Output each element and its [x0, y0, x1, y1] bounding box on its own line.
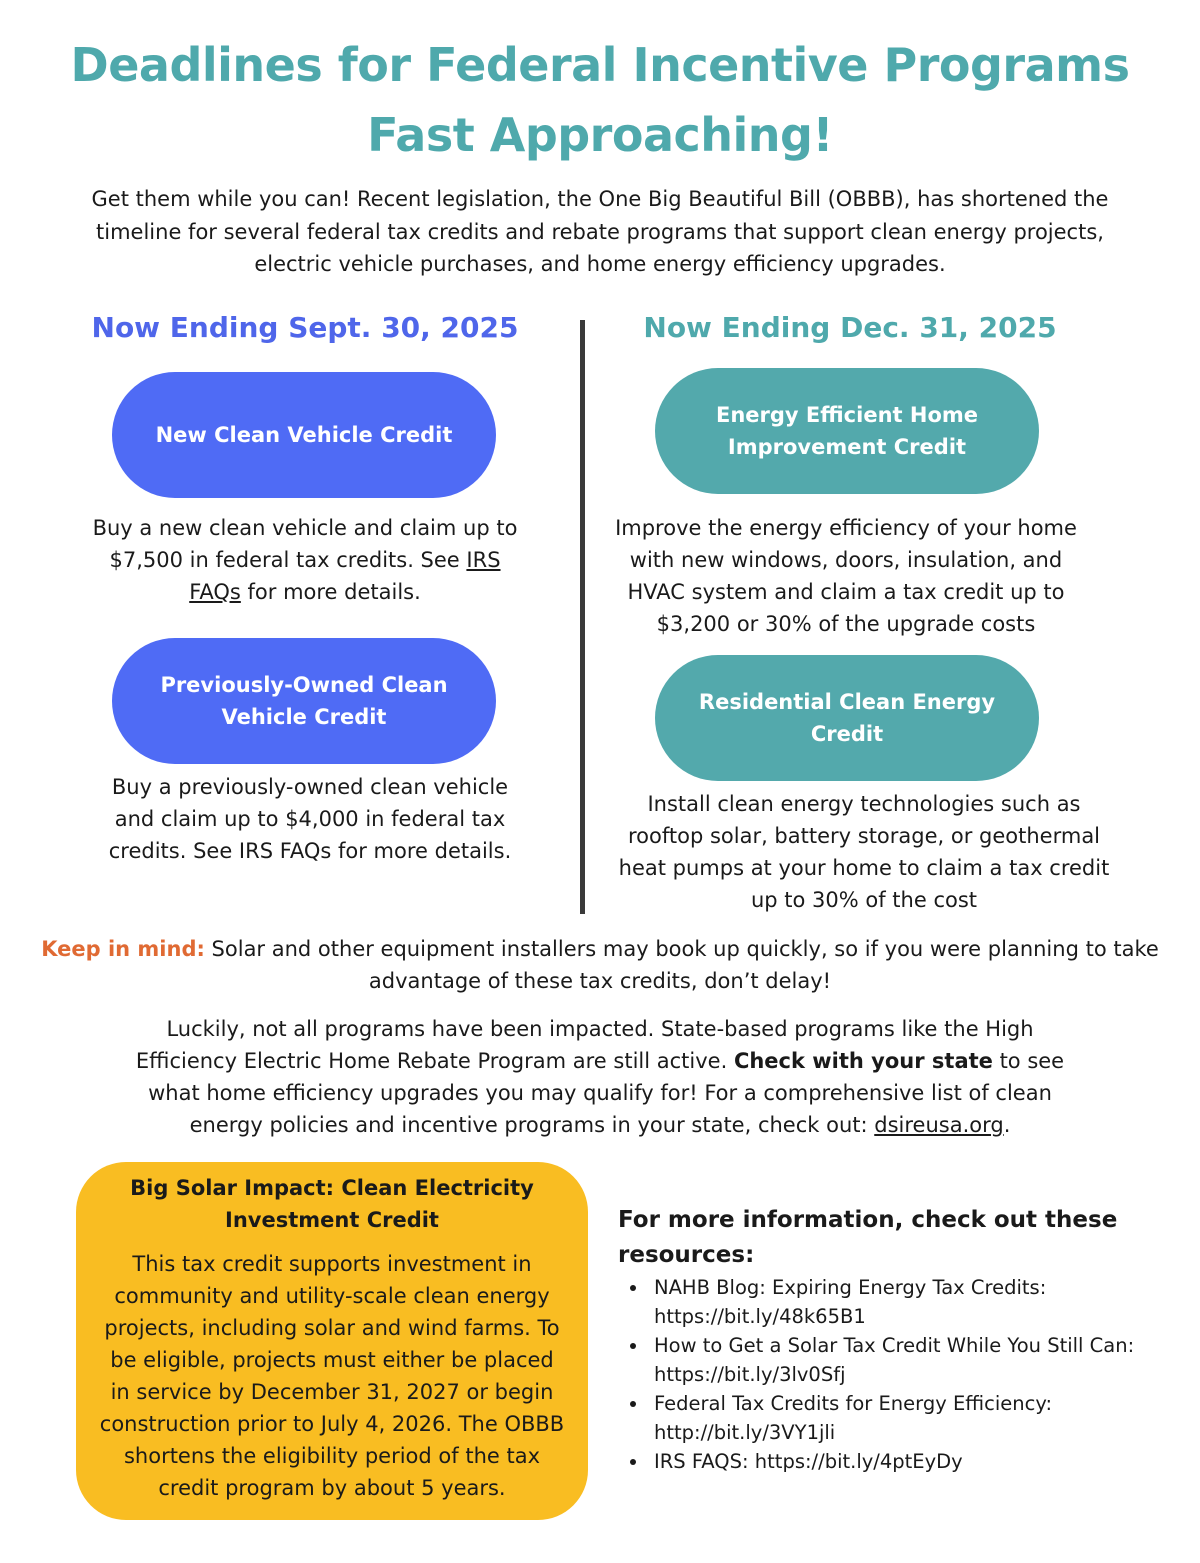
pill-label-line2: Vehicle Credit [221, 705, 387, 729]
residential-clean-energy-credit-pill [655, 655, 1039, 781]
resource-text: How to Get a Solar Tax Credit While You Still Can: https://bit.ly/3lv0Sfj [654, 1334, 1135, 1386]
state-programs-text: Luckily, not all programs have been impacted. State-based programs like the High Efficiency Electric Home Rebate Program are still active. [135, 1017, 1034, 1073]
bullet-icon [630, 1343, 636, 1349]
state-programs-text-2: to see what home efficiency upgrades you may qualify for! For a comprehensive list of clean energy policies and incentive programs in your state, check out: [148, 1049, 1065, 1137]
period: . [1003, 1113, 1011, 1137]
new-clean-vehicle-credit-pill [112, 372, 496, 498]
residential-clean-energy-credit-desc: Install clean energy technologies such as rooftop solar, battery storage, or geothermal heat pumps at your home to claim a tax credit up to 30% of the cost [618, 792, 1110, 912]
resource-text: IRS FAQS: https://bit.ly/4ptEyDy [654, 1450, 963, 1473]
page-title [0, 30, 1200, 170]
left-column-heading: Now Ending Sept. 30, 2025 [91, 311, 519, 344]
list-item[interactable] [618, 1447, 1138, 1476]
previously-owned-clean-vehicle-credit-pill [112, 638, 496, 764]
new-clean-vehicle-credit-desc [90, 512, 520, 608]
solar-box-title [98, 1172, 566, 1236]
list-item[interactable] [618, 1389, 1138, 1447]
resource-text: NAHB Blog: Expiring Energy Tax Credits: https://bit.ly/48k65B1 [654, 1276, 1047, 1328]
pill-label-line2: Improvement Credit [727, 435, 967, 459]
check-with-state-text: Check with your state [733, 1049, 993, 1073]
keep-in-mind-note [40, 933, 1160, 997]
pill-label-line1: Previously-Owned Clean [160, 673, 448, 697]
state-programs-paragraph [120, 1013, 1080, 1141]
right-column-heading: Now Ending Dec. 31, 2025 [643, 311, 1057, 344]
desc-text-end: for more details. [240, 580, 421, 604]
resource-text: Federal Tax Credits for Energy Efficiency: http://bit.ly/3VY1jli [654, 1392, 1053, 1444]
solar-box-title-line2: Investment Credit [225, 1208, 439, 1232]
pill-label: New Clean Vehicle Credit [155, 423, 453, 447]
irs-faqs-link[interactable]: IRS FAQs [189, 548, 501, 604]
keep-in-mind-text: Solar and other equipment installers may book up quickly, so if you were planning to take advantage of these tax credits, don’t delay! [204, 937, 1159, 993]
bullet-icon [630, 1285, 636, 1291]
keep-in-mind-label: Keep in mind: [41, 937, 205, 961]
resources-list [618, 1273, 1138, 1476]
previously-owned-clean-vehicle-credit-desc: Buy a previously-owned clean vehicle and claim up to $4,000 in federal tax credits. See IRS FAQs for more details. [108, 775, 512, 863]
bullet-icon [630, 1459, 636, 1465]
energy-efficient-home-improvement-credit-pill [655, 368, 1039, 494]
page-title-line2: Fast Approaching! [367, 108, 833, 162]
bullet-icon [630, 1401, 636, 1407]
solar-box-body: This tax credit supports investment in community and utility-scale clean energy projects, including solar and wind farms. To be eligible, projects must either be placed in service by December 31, 2027 or begin construction prior to July 4, 2026. The OBBB shortens the eligibility period of the tax credit program by about 5 years. [99, 1252, 565, 1500]
energy-efficient-home-improvement-credit-desc: Improve the energy efficiency of your home with new windows, doors, insulation, and HVAC system and claim a tax credit up to $3,200 or 30% of the upgrade costs [615, 516, 1077, 636]
list-item[interactable] [618, 1273, 1138, 1331]
resources-heading: For more information, check out these resources: [618, 1207, 1118, 1268]
page-title-line1: Deadlines for Federal Incentive Programs [70, 38, 1130, 92]
column-divider [580, 320, 585, 914]
desc-text: Buy a new clean vehicle and claim up to $7,500 in federal tax credits. See [92, 516, 518, 572]
pill-label: Residential Clean Energy Credit [698, 690, 996, 746]
pill-label-line1: Energy Efficient Home [715, 403, 978, 427]
big-solar-impact-box [76, 1162, 588, 1520]
intro-paragraph: Get them while you can! Recent legislation, the One Big Beautiful Bill (OBBB), has shortened the timeline for several federal tax credits and rebate programs that support clean energy projects, electric vehicle purchases, and home energy efficiency upgrades. [91, 187, 1109, 276]
solar-box-title-line1: Big Solar Impact: Clean Electricity [130, 1176, 534, 1200]
dsireusa-link[interactable]: dsireusa.org [874, 1113, 1004, 1137]
list-item[interactable] [618, 1331, 1138, 1389]
